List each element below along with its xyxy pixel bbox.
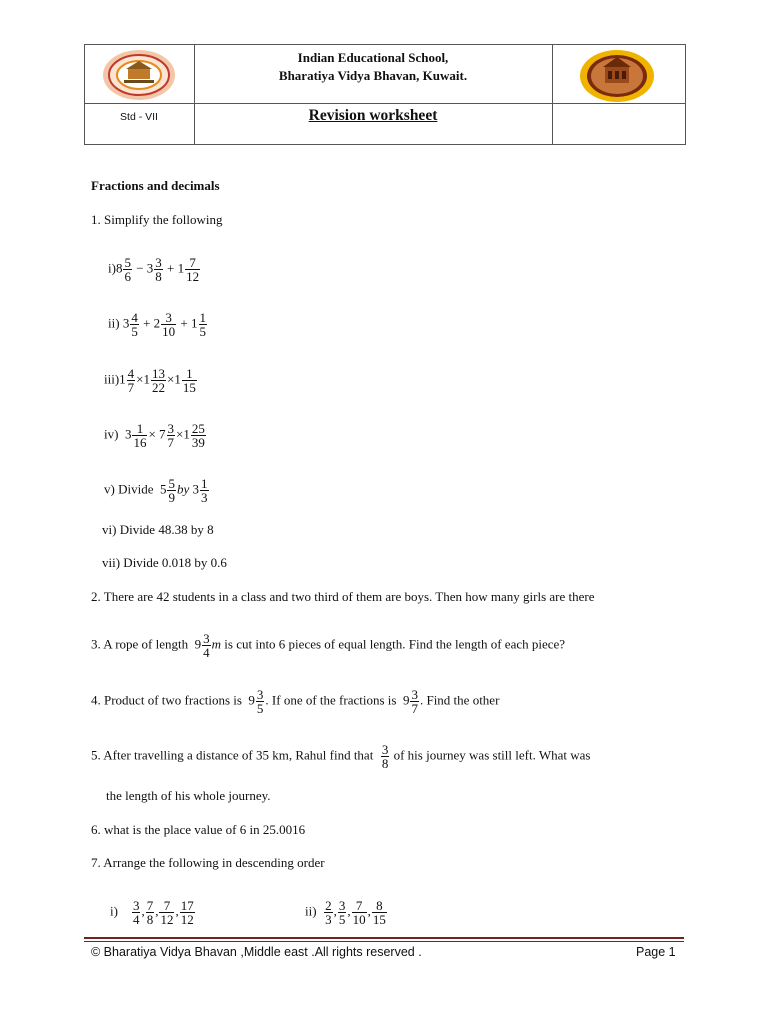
question-2: 2. There are 42 students in a class and two third of them are boys. Then how many girls are there <box>91 589 595 604</box>
q1-item-v: v) Divide 5 $\frac{5}{9}$ by 3 $\frac{1}{3}$ <box>104 476 208 505</box>
question-6: 6. what is the place value of 6 in 25.0016 <box>91 822 306 837</box>
table-row-divider <box>84 103 686 104</box>
question-5-line-2: the length of his whole journey. <box>106 788 271 803</box>
question-5: 5. After travelling a distance of 35 km, Rahul find that $\frac{3}{8}$ of his journey was still left. What was <box>91 742 591 771</box>
school-name: Indian Educational School, Bharatiya Vidya Bhavan, Kuwait. <box>278 50 468 83</box>
q1-item-vi: vi) Divide 48.38 by 8 <box>102 522 214 537</box>
q1-item-ii: ii) 3 $\frac{4}{5}$ + 2 $\frac{3}{10}$ + 1 $\frac{1}{5}$ <box>108 310 206 339</box>
school-logo-left-icon <box>100 49 178 101</box>
question-7-prompt: 7. Arrange the following in descending order <box>91 855 325 870</box>
footer-copyright: © Bharatiya Vidya Bhavan ,Middle east .All rights reserved . <box>91 945 422 959</box>
q7-item-i: i) $\frac{3}{4}$ , $\frac{7}{8}$ , $\frac{7}{12}$ , $\frac{17}{12}$ <box>110 898 194 927</box>
footer-rule-thin <box>84 941 684 942</box>
q1-item-i: i)8 $\frac{5}{6}$ − 3 $\frac{3}{8}$ + 1 $\frac{7}{12}$ <box>108 255 200 284</box>
std-label: Std - VII <box>120 111 158 123</box>
table-divider-2 <box>552 45 553 144</box>
table-border-right <box>685 45 686 144</box>
question-3: 3. A rope of length 9 $\frac{3}{4}$ m is cut into 6 pieces of equal length. Find the length of each piece? <box>91 631 566 660</box>
q1-item-iv: iv) 3 $\frac{1}{16}$ × 7 $\frac{3}{7}$ ×1 $\frac{25}{39}$ <box>104 421 205 450</box>
section-title: Fractions and decimals <box>91 178 220 193</box>
q1-item-iii: iii)1 $\frac{4}{7}$ ×1 $\frac{13}{22}$ ×1 $\frac{1}{15}$ <box>104 366 196 395</box>
q7-item-ii: ii) $\frac{2}{3}$ , $\frac{3}{5}$ , $\frac{7}{10}$ , $\frac{8}{15}$ <box>305 898 386 927</box>
question-4: 4. Product of two fractions is 9 $\frac{3}{5}$ . If one of the fractions is 9 $\frac{3}{7}$ . Find the other <box>91 687 500 716</box>
q1-item-vii: vii) Divide 0.018 by 0.6 <box>102 555 227 570</box>
table-border-left <box>84 45 85 144</box>
worksheet-title: Revision worksheet <box>308 107 438 124</box>
header-table <box>84 44 686 145</box>
footer-rule <box>84 937 684 939</box>
question-1-prompt: 1. Simplify the following <box>91 212 223 227</box>
school-logo-right-icon <box>578 49 656 103</box>
footer-page-number: Page 1 <box>636 945 676 959</box>
